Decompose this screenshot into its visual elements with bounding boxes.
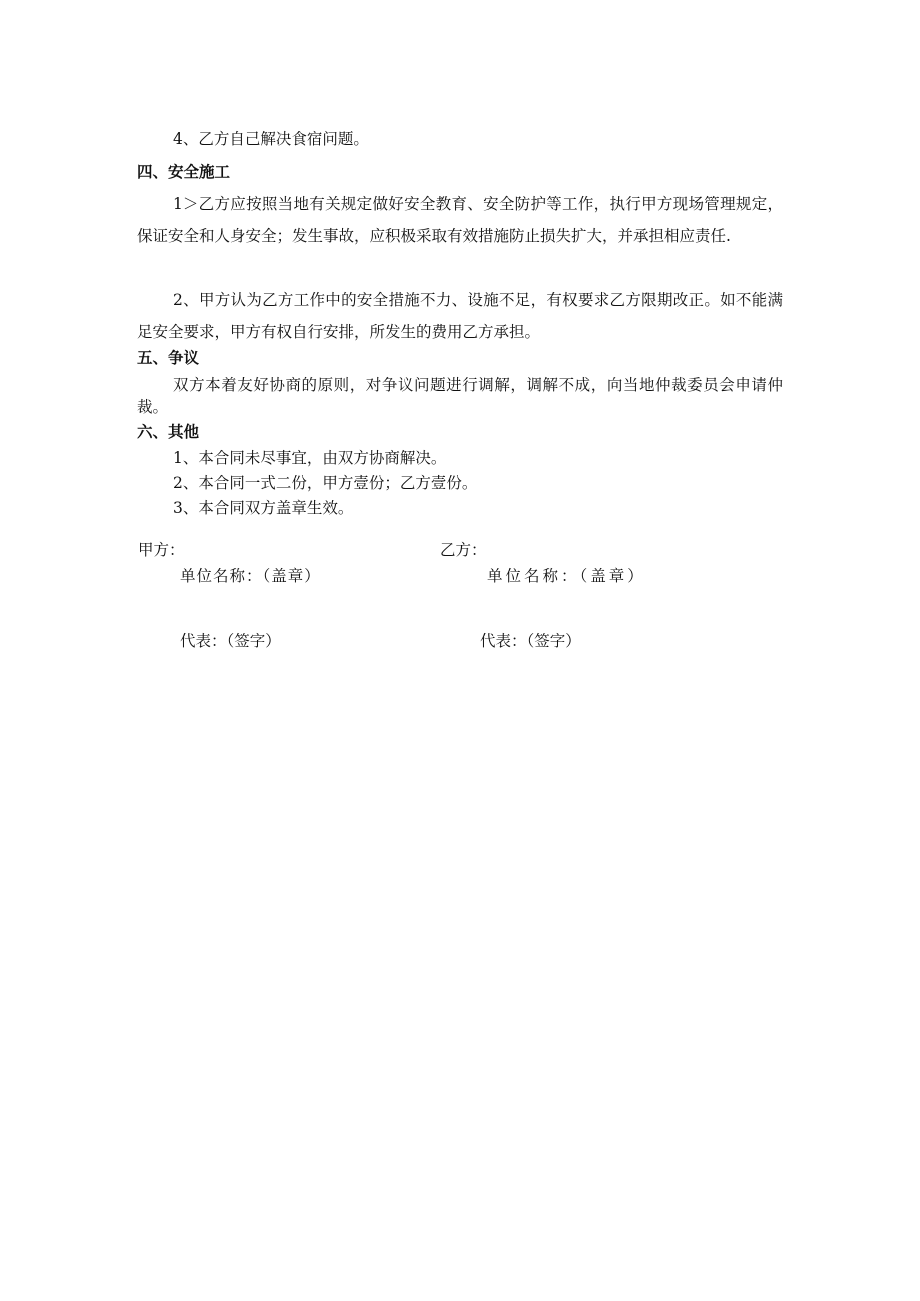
party-a-unit-name-seal: 单位名称：（盖章） [180,567,321,585]
section-6-item-3: 3、本合同双方盖章生效。 [173,499,354,517]
party-a-representative-signature: 代表：（签字） [180,632,281,650]
section-5-heading: 五、争议 [137,349,200,367]
section-5-paragraph: 双方本着友好协商的原则，对争议问题进行调解，调解不成，向当地仲裁委员会申请仲裁。 [137,376,783,416]
party-b-representative-signature: 代表：（签字） [480,632,581,650]
section-6-heading: 六、其他 [137,423,200,441]
clause-4-food-lodging: 4、乙方自己解决食宿问题。 [173,130,369,148]
party-b-label: 乙方： [440,541,487,559]
section-6-item-1: 1、本合同未尽事宜，由双方协商解决。 [173,449,447,467]
section-6-item-2: 2、本合同一式二份，甲方壹份；乙方壹份。 [173,474,478,492]
section-4-paragraph-2: 2、甲方认为乙方工作中的安全措施不力、设施不足，有权要求乙方限期改正。如不能满足安全要求，甲方有权自行安排，所发生的费用乙方承担。 [137,291,783,341]
section-4-paragraph-1: 1＞乙方应按照当地有关规定做好安全教育、安全防护等工作，执行甲方现场管理规定，保证安全和人身安全；发生事故，应积极采取有效措施防止损失扩大，并承担相应责任. [137,195,783,245]
section-4-heading: 四、安全施工 [137,163,231,181]
party-a-label: 甲方： [138,541,185,559]
party-b-unit-name-seal: 单位名称：（盖章） [487,567,646,585]
